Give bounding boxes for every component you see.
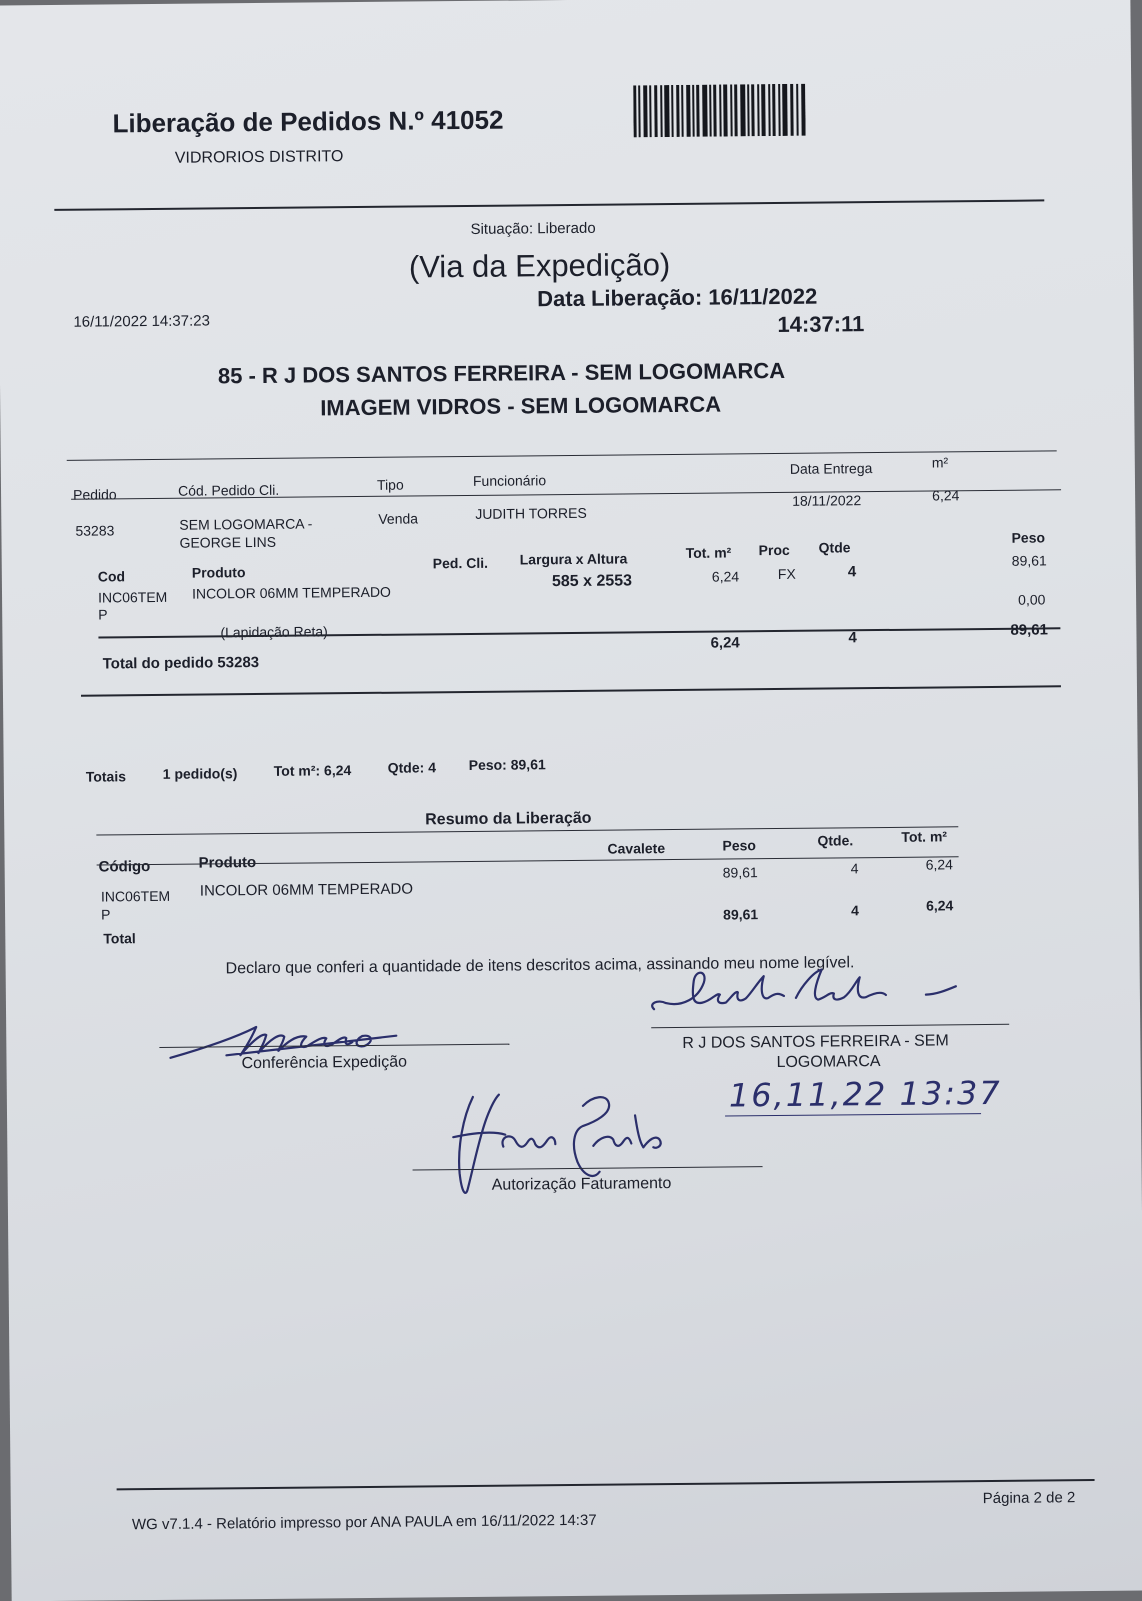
summary-total-label: Total xyxy=(103,930,136,947)
col-funcionario: Funcionário xyxy=(472,472,547,489)
col-tipo: Tipo xyxy=(376,476,404,493)
release-date: Data Liberação: 16/11/2022 xyxy=(537,283,818,312)
footer-printed-by: WG v7.1.4 - Relatório impresso por ANA PAULA em 16/11/2022 14:37 xyxy=(131,1511,597,1534)
col-produto: Produto xyxy=(191,564,246,581)
col-cod: Cod xyxy=(97,568,126,585)
summary-qtde: 4 xyxy=(850,860,859,877)
summary-col-codigo: Código xyxy=(98,858,151,876)
printed-timestamp: 16/11/2022 14:37:23 xyxy=(73,312,211,331)
signature-client xyxy=(646,960,977,1027)
item-proc: FX xyxy=(777,565,796,583)
release-time: 14:37:11 xyxy=(777,311,865,337)
company-name: VIDRORIOS DISTRITO xyxy=(174,148,344,167)
item-qtde: 4 xyxy=(847,563,857,581)
order-tipo: Venda xyxy=(378,510,419,527)
order-bottom-divider xyxy=(81,685,1061,696)
item-peso: 89,61 xyxy=(1011,552,1047,569)
totals-peso: Peso: 89,61 xyxy=(468,756,546,773)
order-total-label: Total do pedido 53283 xyxy=(102,653,260,673)
col-cod-cli: Cód. Pedido Cli. xyxy=(177,481,280,499)
summary-col-peso: Peso xyxy=(722,837,757,854)
client-signature-name-line1: R J DOS SANTOS FERREIRA - SEM xyxy=(682,1032,949,1052)
order-total-m2: 6,24 xyxy=(710,634,740,652)
order-cod-cli-line1: SEM LOGOMARCA - xyxy=(179,515,313,533)
summary-title: Resumo da Liberação xyxy=(425,809,592,829)
summary-total-tot-m2: 6,24 xyxy=(925,897,954,914)
col-data-entrega: Data Entrega xyxy=(789,460,873,477)
summary-peso: 89,61 xyxy=(722,864,758,881)
handwritten-date: 16,11,22 13:37 xyxy=(728,1073,1002,1115)
order-m2: 6,24 xyxy=(932,487,960,504)
col-m2: m² xyxy=(931,454,949,471)
summary-codigo-line1: INC06TEM xyxy=(100,887,171,905)
col-pedido: Pedido xyxy=(72,486,117,503)
barcode-graphic xyxy=(633,84,805,138)
item-produto: INCOLOR 06MM TEMPERADO xyxy=(191,583,391,602)
col-proc: Proc xyxy=(758,541,790,559)
totals-m2: Tot m²: 6,24 xyxy=(273,762,352,779)
item-tot-m2: 6,24 xyxy=(711,568,740,585)
summary-col-tot-m2: Tot. m² xyxy=(901,828,948,845)
header-divider xyxy=(54,199,1044,211)
footer-page-number: Página 2 de 2 xyxy=(982,1489,1076,1508)
summary-total-qtde: 4 xyxy=(851,902,859,919)
order-funcionario: JUDITH TORRES xyxy=(475,504,587,522)
situation-label: Situação: Liberado xyxy=(470,219,596,238)
totals-qtde: Qtde: 4 xyxy=(387,759,437,776)
col-tot-m2: Tot. m² xyxy=(685,544,732,561)
autorizacao-label: Autorização Faturamento xyxy=(491,1175,672,1194)
totals-pedidos: 1 pedido(s) xyxy=(162,765,238,782)
summary-tot-m2: 6,24 xyxy=(925,856,953,873)
client-signature-name-line2: LOGOMARCA xyxy=(776,1053,881,1072)
totals-label: Totais xyxy=(85,768,127,785)
order-total-peso: 89,61 xyxy=(1010,621,1049,639)
summary-produto: INCOLOR 06MM TEMPERADO xyxy=(199,880,414,900)
summary-total-peso: 89,61 xyxy=(723,906,759,923)
summary-col-qtde: Qtde. xyxy=(817,832,854,849)
order-top-divider xyxy=(67,450,1057,461)
barcode xyxy=(633,84,805,138)
order-data-entrega: 18/11/2022 xyxy=(792,492,862,509)
footer-divider xyxy=(117,1479,1095,1490)
item-cod-line2: P xyxy=(98,606,108,623)
client-name: 85 - R J DOS SANTOS FERREIRA - SEM LOGOMARCA xyxy=(217,357,786,389)
summary-col-produto: Produto xyxy=(198,854,257,872)
item-sub-process: (Lapidação Reta) xyxy=(220,623,328,641)
order-cod-cli-line2: GEORGE LINS xyxy=(179,533,277,551)
item-cod-line1: INC06TEM xyxy=(97,588,168,606)
copy-type: (Via da Expedição) xyxy=(408,247,671,285)
col-peso: Peso xyxy=(1011,529,1046,546)
order-total-qtde: 4 xyxy=(848,629,857,647)
summary-col-cavalete: Cavalete xyxy=(607,840,666,857)
col-ped-cli: Ped. Cli. xyxy=(432,554,489,572)
order-number: 53283 xyxy=(75,522,115,539)
client-trade-name: IMAGEM VIDROS - SEM LOGOMARCA xyxy=(320,391,722,421)
declaration-text: Declaro que conferi a quantidade de itens descritos acima, assinando meu nome legível. xyxy=(225,954,855,978)
col-qtde: Qtde xyxy=(818,539,851,556)
conferencia-label: Conferência Expedição xyxy=(241,1053,408,1073)
item-dims: 585 x 2553 xyxy=(551,572,633,591)
col-dims: Largura x Altura xyxy=(519,550,628,568)
summary-codigo-line2: P xyxy=(101,906,111,923)
item-sub-peso: 0,00 xyxy=(1018,591,1046,608)
document-title: Liberação de Pedidos N.º 41052 xyxy=(112,104,504,139)
